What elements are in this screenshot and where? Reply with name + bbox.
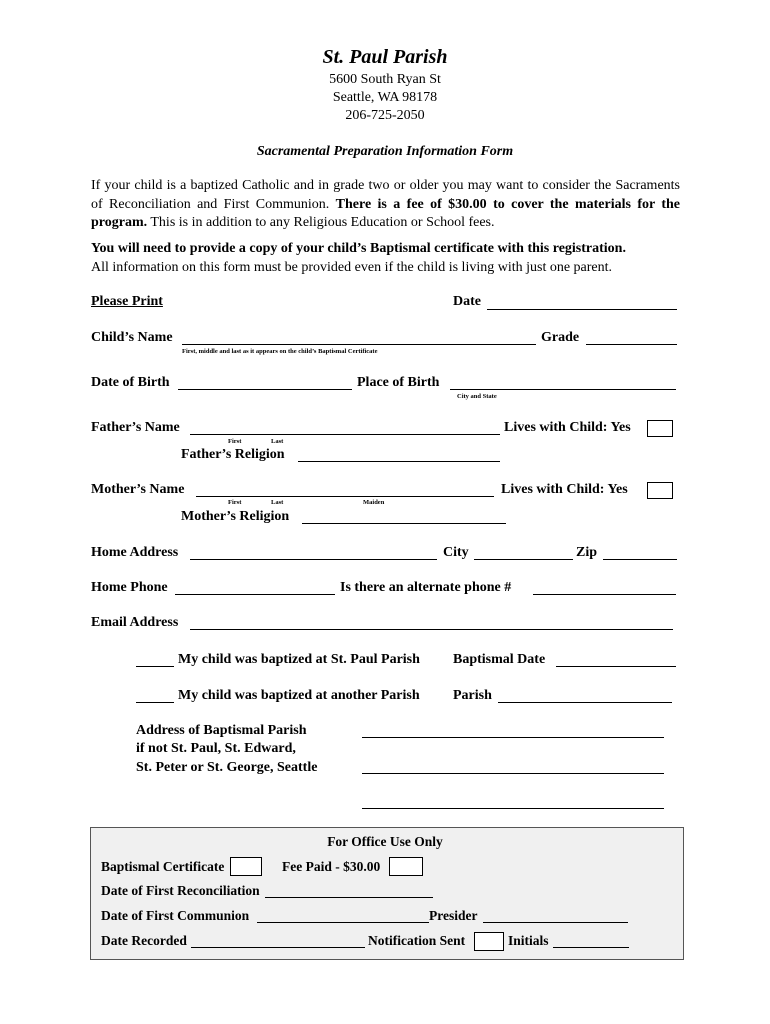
parish-street: 5600 South Ryan St bbox=[329, 72, 441, 87]
fathers-name-label: Father’s Name bbox=[91, 420, 180, 435]
date-field[interactable] bbox=[487, 309, 677, 310]
mothers-religion-field[interactable] bbox=[302, 523, 506, 524]
baptismal-date-label: Baptismal Date bbox=[453, 652, 546, 667]
parish-name: St. Paul Parish bbox=[322, 46, 448, 68]
mothers-name-field[interactable] bbox=[196, 496, 494, 497]
place-of-birth-field[interactable] bbox=[450, 389, 676, 390]
baptized-other-label: My child was baptized at another Parish bbox=[178, 688, 420, 703]
father-lives-with-checkbox[interactable] bbox=[647, 420, 673, 437]
presider-field[interactable] bbox=[483, 922, 628, 923]
intro-paragraph: If your child is a baptized Catholic and in grade two or older you may want to consider the Sacraments of Reconciliation and First Communion. There is a fee of $30.00 to cover the materials for the program. This is in addition to any Religious Education or School fees. bbox=[91, 178, 680, 230]
fathers-name-field[interactable] bbox=[190, 434, 500, 435]
place-of-birth-hint: City and State bbox=[457, 393, 497, 400]
email-field[interactable] bbox=[190, 629, 673, 630]
mother-last-hint: Last bbox=[271, 499, 284, 506]
place-of-birth-label: Place of Birth bbox=[357, 375, 440, 390]
date-recorded-label: Date Recorded bbox=[101, 933, 187, 948]
grade-field[interactable] bbox=[586, 344, 677, 345]
father-first-hint: First bbox=[228, 438, 242, 445]
father-last-hint: Last bbox=[271, 438, 284, 445]
baptized-st-paul-check[interactable] bbox=[136, 666, 174, 667]
mothers-religion-label: Mother’s Religion bbox=[181, 509, 290, 524]
baptismal-address-label-1: Address of Baptismal Parish bbox=[136, 723, 307, 738]
zip-field[interactable] bbox=[603, 559, 677, 560]
date-recorded-field[interactable] bbox=[191, 947, 365, 948]
baptismal-address-line-3[interactable] bbox=[362, 808, 664, 809]
first-reconciliation-label: Date of First Reconciliation bbox=[101, 883, 260, 898]
home-phone-label: Home Phone bbox=[91, 580, 168, 595]
parish-label: Parish bbox=[453, 688, 492, 703]
baptized-st-paul-label: My child was baptized at St. Paul Parish bbox=[178, 652, 420, 667]
childs-name-field[interactable] bbox=[182, 344, 536, 345]
childs-name-label: Child’s Name bbox=[91, 330, 173, 345]
date-of-birth-field[interactable] bbox=[178, 389, 352, 390]
home-phone-field[interactable] bbox=[175, 594, 335, 595]
baptismal-address-line-1[interactable] bbox=[362, 737, 664, 738]
mother-lives-with-checkbox[interactable] bbox=[647, 482, 673, 499]
baptismal-certificate-label: Baptismal Certificate bbox=[101, 859, 225, 874]
baptismal-address-label-3: St. Peter or St. George, Seattle bbox=[136, 760, 318, 775]
first-reconciliation-field[interactable] bbox=[265, 897, 433, 898]
baptismal-address-line-2[interactable] bbox=[362, 773, 664, 774]
alt-phone-field[interactable] bbox=[533, 594, 676, 595]
date-of-birth-label: Date of Birth bbox=[91, 375, 170, 390]
initials-label: Initials bbox=[508, 933, 549, 948]
childs-name-hint: First, middle and last as it appears on the child’s Baptismal Certificate bbox=[182, 348, 378, 355]
home-address-label: Home Address bbox=[91, 545, 179, 560]
parish-phone: 206-725-2050 bbox=[345, 108, 425, 123]
notification-sent-label: Notification Sent bbox=[368, 933, 466, 948]
parish-field[interactable] bbox=[498, 702, 672, 703]
baptismal-certificate-checkbox[interactable] bbox=[230, 857, 262, 876]
office-use-title: For Office Use Only bbox=[327, 834, 443, 849]
presider-label: Presider bbox=[429, 908, 478, 923]
home-address-field[interactable] bbox=[190, 559, 437, 560]
email-label: Email Address bbox=[91, 615, 179, 630]
certificate-notice: You will need to provide a copy of your child’s Baptismal certificate with this registration. All information on this form must be provided even if the child is living with just one parent. bbox=[91, 241, 626, 275]
city-label: City bbox=[443, 545, 469, 560]
fathers-religion-field[interactable] bbox=[298, 461, 500, 462]
date-label: Date bbox=[453, 294, 481, 309]
mother-maiden-hint: Maiden bbox=[363, 499, 385, 506]
notification-sent-checkbox[interactable] bbox=[474, 932, 504, 951]
mother-lives-with-label: Lives with Child: Yes bbox=[501, 482, 628, 497]
fee-paid-checkbox[interactable] bbox=[389, 857, 423, 876]
alt-phone-label: Is there an alternate phone # bbox=[340, 580, 512, 595]
baptismal-date-field[interactable] bbox=[556, 666, 676, 667]
baptismal-address-label-2: if not St. Paul, St. Edward, bbox=[136, 741, 296, 756]
please-print-label: Please Print bbox=[91, 294, 163, 309]
father-lives-with-label: Lives with Child: Yes bbox=[504, 420, 631, 435]
baptized-other-check[interactable] bbox=[136, 702, 174, 703]
fathers-religion-label: Father’s Religion bbox=[181, 447, 285, 462]
first-communion-label: Date of First Communion bbox=[101, 908, 250, 923]
city-field[interactable] bbox=[474, 559, 573, 560]
initials-field[interactable] bbox=[553, 947, 629, 948]
grade-label: Grade bbox=[541, 330, 580, 345]
first-communion-field[interactable] bbox=[257, 922, 429, 923]
form-title: Sacramental Preparation Information Form bbox=[256, 144, 514, 159]
zip-label: Zip bbox=[576, 545, 598, 560]
parish-city: Seattle, WA 98178 bbox=[332, 90, 438, 105]
mother-first-hint: First bbox=[228, 499, 242, 506]
fee-paid-label: Fee Paid - $30.00 bbox=[282, 859, 381, 874]
mothers-name-label: Mother’s Name bbox=[91, 482, 185, 497]
